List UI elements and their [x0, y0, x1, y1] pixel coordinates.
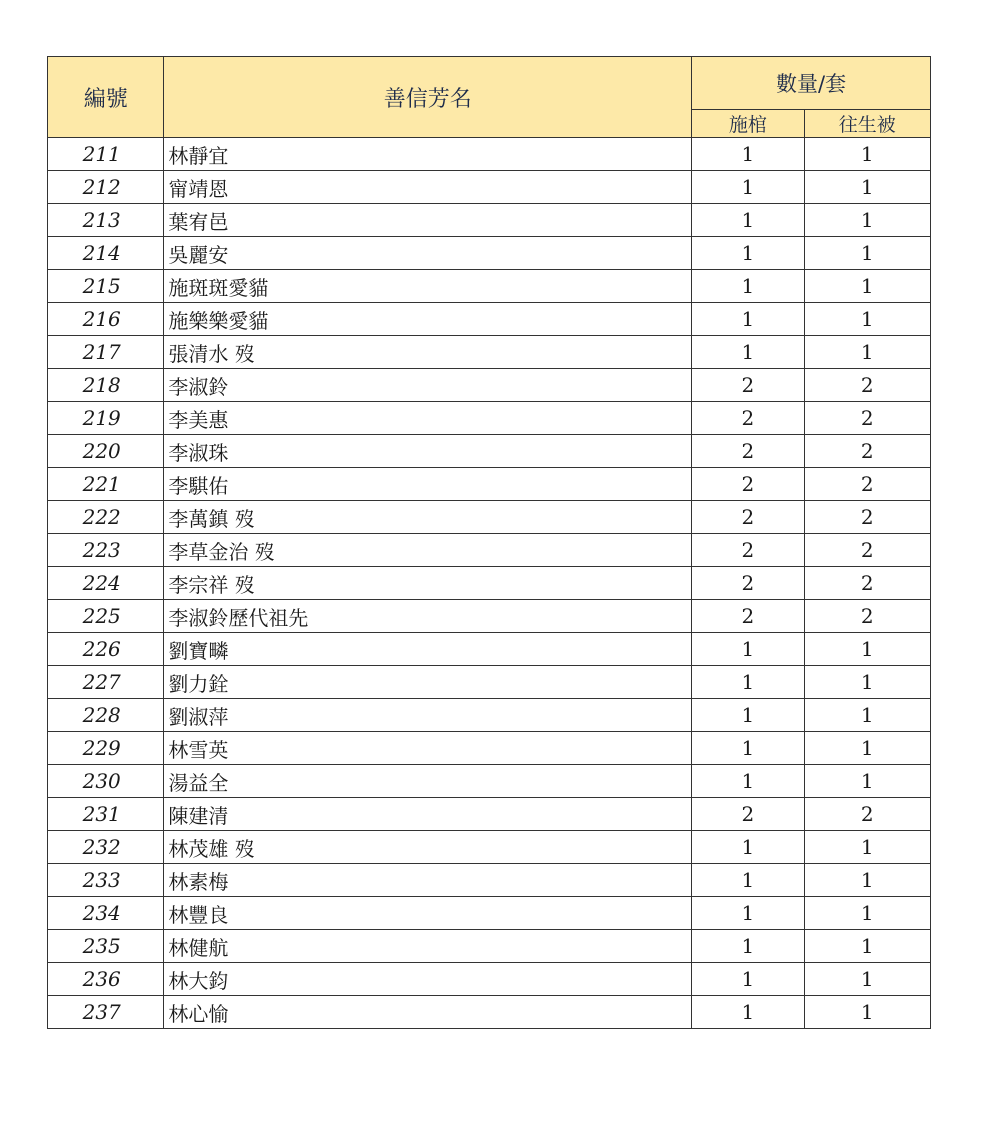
row-number: 222 [48, 501, 164, 534]
shroud-quantity: 1 [804, 138, 930, 171]
shroud-quantity: 1 [804, 336, 930, 369]
donor-name: 林健航 [164, 930, 692, 963]
table-row [48, 633, 931, 666]
table-header [48, 57, 931, 138]
coffin-quantity: 1 [692, 237, 804, 270]
coffin-quantity: 1 [692, 996, 804, 1029]
shroud-quantity: 2 [804, 468, 930, 501]
shroud-quantity: 1 [804, 270, 930, 303]
coffin-quantity: 2 [692, 468, 804, 501]
shroud-quantity: 1 [804, 897, 930, 930]
row-number: 228 [48, 699, 164, 732]
shroud-quantity: 1 [804, 699, 930, 732]
table-row [48, 798, 931, 831]
coffin-quantity: 2 [692, 501, 804, 534]
name-column-header: 善信芳名 [164, 57, 692, 138]
row-number: 220 [48, 435, 164, 468]
table-row [48, 501, 931, 534]
table-row [48, 336, 931, 369]
coffin-quantity: 2 [692, 435, 804, 468]
coffin-quantity: 2 [692, 369, 804, 402]
table-row [48, 303, 931, 336]
coffin-quantity: 1 [692, 831, 804, 864]
donor-name: 李草金治 歿 [164, 534, 692, 567]
donor-name: 林心愉 [164, 996, 692, 1029]
donor-name: 林靜宜 [164, 138, 692, 171]
row-number: 215 [48, 270, 164, 303]
shroud-quantity: 2 [804, 798, 930, 831]
coffin-quantity: 1 [692, 963, 804, 996]
donor-name: 湯益全 [164, 765, 692, 798]
donor-name: 林豐良 [164, 897, 692, 930]
table-row [48, 567, 931, 600]
coffin-quantity: 1 [692, 666, 804, 699]
shroud-quantity: 1 [804, 666, 930, 699]
coffin-quantity: 1 [692, 204, 804, 237]
row-number: 211 [48, 138, 164, 171]
coffin-quantity: 1 [692, 864, 804, 897]
donor-name: 張清水 歿 [164, 336, 692, 369]
shroud-quantity: 2 [804, 435, 930, 468]
row-number: 218 [48, 369, 164, 402]
row-number: 229 [48, 732, 164, 765]
donor-name: 施樂樂愛貓 [164, 303, 692, 336]
shroud-quantity: 1 [804, 831, 930, 864]
row-number: 216 [48, 303, 164, 336]
table-row [48, 204, 931, 237]
row-number: 235 [48, 930, 164, 963]
coffin-quantity: 1 [692, 138, 804, 171]
shroud-quantity: 1 [804, 864, 930, 897]
donor-name: 李淑鈴歷代祖先 [164, 600, 692, 633]
row-number: 237 [48, 996, 164, 1029]
table-row [48, 699, 931, 732]
donor-name: 李宗祥 歿 [164, 567, 692, 600]
table-row [48, 600, 931, 633]
coffin-quantity: 2 [692, 600, 804, 633]
row-number: 225 [48, 600, 164, 633]
donor-name: 葉宥邑 [164, 204, 692, 237]
row-number: 234 [48, 897, 164, 930]
donor-name: 李美惠 [164, 402, 692, 435]
shroud-quantity: 2 [804, 567, 930, 600]
coffin-quantity: 1 [692, 732, 804, 765]
coffin-quantity: 1 [692, 633, 804, 666]
donor-name: 施斑斑愛貓 [164, 270, 692, 303]
table-row [48, 996, 931, 1029]
row-number: 230 [48, 765, 164, 798]
shroud-column-header: 往生被 [804, 110, 930, 138]
row-number: 232 [48, 831, 164, 864]
table-row [48, 435, 931, 468]
table-row [48, 963, 931, 996]
table-row [48, 270, 931, 303]
table-row [48, 897, 931, 930]
donor-name: 林大鈞 [164, 963, 692, 996]
shroud-quantity: 2 [804, 402, 930, 435]
shroud-quantity: 1 [804, 303, 930, 336]
coffin-quantity: 2 [692, 402, 804, 435]
donor-name: 吳麗安 [164, 237, 692, 270]
donor-name: 李淑珠 [164, 435, 692, 468]
shroud-quantity: 1 [804, 765, 930, 798]
shroud-quantity: 2 [804, 369, 930, 402]
shroud-quantity: 1 [804, 204, 930, 237]
shroud-quantity: 1 [804, 633, 930, 666]
row-number: 217 [48, 336, 164, 369]
table-row [48, 930, 931, 963]
coffin-quantity: 2 [692, 534, 804, 567]
donor-name: 林雪英 [164, 732, 692, 765]
coffin-quantity: 1 [692, 171, 804, 204]
coffin-quantity: 2 [692, 567, 804, 600]
coffin-quantity: 1 [692, 336, 804, 369]
donor-name: 林茂雄 歿 [164, 831, 692, 864]
shroud-quantity: 2 [804, 534, 930, 567]
table-row [48, 765, 931, 798]
table-row [48, 732, 931, 765]
shroud-quantity: 1 [804, 237, 930, 270]
row-number: 213 [48, 204, 164, 237]
donor-name: 劉淑萍 [164, 699, 692, 732]
row-number: 227 [48, 666, 164, 699]
donor-name: 李淑鈴 [164, 369, 692, 402]
shroud-quantity: 1 [804, 930, 930, 963]
coffin-column-header: 施棺 [692, 110, 804, 138]
coffin-quantity: 1 [692, 765, 804, 798]
donor-name: 李騏佑 [164, 468, 692, 501]
shroud-quantity: 1 [804, 171, 930, 204]
coffin-quantity: 1 [692, 699, 804, 732]
coffin-quantity: 1 [692, 303, 804, 336]
table-row [48, 468, 931, 501]
row-number: 212 [48, 171, 164, 204]
row-number: 223 [48, 534, 164, 567]
donation-table [47, 56, 931, 1029]
table-row [48, 369, 931, 402]
row-number: 214 [48, 237, 164, 270]
shroud-quantity: 1 [804, 996, 930, 1029]
table-row [48, 171, 931, 204]
table-row [48, 138, 931, 171]
donor-name: 林素梅 [164, 864, 692, 897]
shroud-quantity: 1 [804, 732, 930, 765]
table-body [48, 138, 931, 1029]
number-column-header: 編號 [48, 57, 164, 138]
shroud-quantity: 1 [804, 963, 930, 996]
table-row [48, 402, 931, 435]
donor-name: 劉寶疄 [164, 633, 692, 666]
donor-name: 甯靖恩 [164, 171, 692, 204]
donor-name: 陳建清 [164, 798, 692, 831]
table-row [48, 534, 931, 567]
coffin-quantity: 1 [692, 930, 804, 963]
row-number: 226 [48, 633, 164, 666]
row-number: 219 [48, 402, 164, 435]
coffin-quantity: 1 [692, 270, 804, 303]
row-number: 231 [48, 798, 164, 831]
row-number: 221 [48, 468, 164, 501]
donor-name: 劉力銓 [164, 666, 692, 699]
coffin-quantity: 1 [692, 897, 804, 930]
donor-name: 李萬鎮 歿 [164, 501, 692, 534]
table-row [48, 831, 931, 864]
shroud-quantity: 2 [804, 600, 930, 633]
quantity-group-header: 數量/套 [692, 57, 931, 110]
table-row [48, 666, 931, 699]
row-number: 224 [48, 567, 164, 600]
table-row [48, 237, 931, 270]
row-number: 233 [48, 864, 164, 897]
table-row [48, 864, 931, 897]
coffin-quantity: 2 [692, 798, 804, 831]
shroud-quantity: 2 [804, 501, 930, 534]
row-number: 236 [48, 963, 164, 996]
